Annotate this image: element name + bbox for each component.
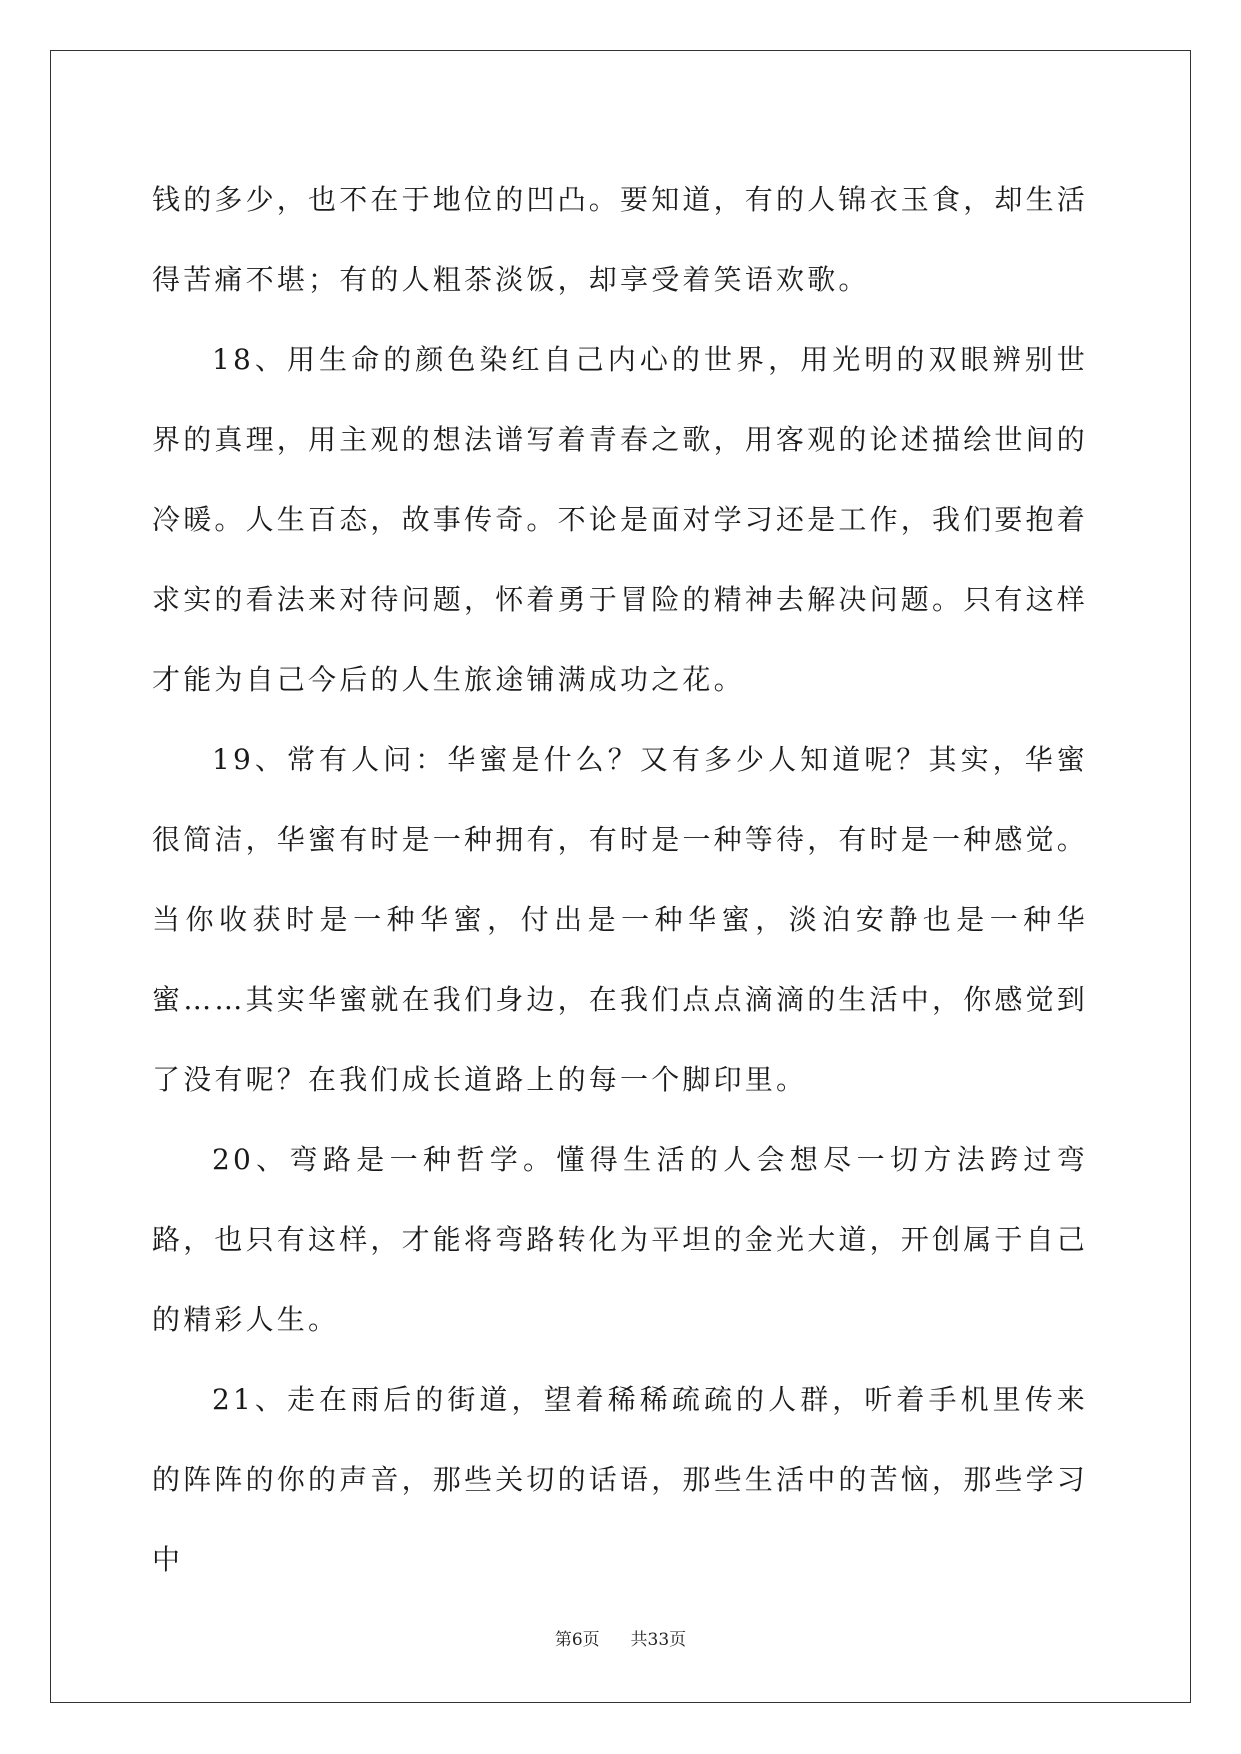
paragraph-21: 21、走在雨后的街道，望着稀稀疏疏的人群，听着手机里传来的阵阵的你的声音，那些关切的话语，那些生活中的苦恼，那些学习中 bbox=[152, 1383, 1089, 1576]
paragraph-20: 20、弯路是一种哲学。懂得生活的人会想尽一切方法跨过弯路，也只有这样，才能将弯路转化为平坦的金光大道，开创属于自己的精彩人生。 bbox=[152, 1143, 1089, 1336]
page-footer bbox=[0, 1625, 1241, 1650]
paragraph-18: 18、用生命的颜色染红自己内心的世界，用光明的双眼辨别世界的真理，用主观的想法谱写着青春之歌，用客观的论述描绘世间的冷暖。人生百态，故事传奇。不论是面对学习还是工作，我们要抱着求实的看法来对待问题，怀着勇于冒险的精神去解决问题。只有这样才能为自己今后的人生旅途铺满成功之花。 bbox=[152, 343, 1089, 696]
page-total: 共33页 bbox=[630, 1630, 687, 1650]
page-number: 第6页 bbox=[554, 1630, 600, 1650]
paragraph-continued: 钱的多少，也不在于地位的凹凸。要知道，有的人锦衣玉食，却生活得苦痛不堪；有的人粗茶淡饭，却享受着笑语欢歌。 bbox=[152, 183, 1089, 296]
paragraph-19: 19、常有人问：华蜜是什么？又有多少人知道呢？其实，华蜜很简洁，华蜜有时是一种拥有，有时是一种等待，有时是一种感觉。当你收获时是一种华蜜，付出是一种华蜜，淡泊安静也是一种华蜜……其实华蜜就在我们身边，在我们点点滴滴的生活中，你感觉到了没有呢？在我们成长道路上的每一个脚印里。 bbox=[152, 743, 1089, 1096]
document-body bbox=[152, 160, 1088, 1600]
